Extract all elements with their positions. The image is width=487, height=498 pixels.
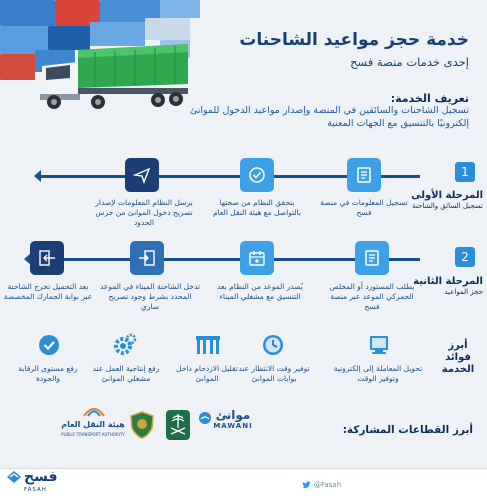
- page-title: خدمة حجز مواعيد الشاحنات: [239, 30, 469, 50]
- phase2-number-icon: 2: [455, 247, 475, 267]
- benefit-3-text: تقليل الازدحام داخل الموانئ: [176, 364, 238, 384]
- footer: [0, 468, 487, 498]
- twitter-handle-text: @Fasah: [314, 481, 342, 489]
- phase1-number-icon: 1: [455, 162, 475, 182]
- shield-icon: [128, 410, 156, 440]
- benefits-title: [436, 340, 480, 376]
- mawani-logo-en: MAWANI: [213, 422, 253, 430]
- pta-logo-ar: هيئة النقل العام: [61, 420, 125, 429]
- clock-icon: [258, 330, 288, 360]
- phase2-title: المرحلة الثانية: [413, 276, 483, 287]
- phase1-title: المرحلة الأولى: [411, 190, 483, 201]
- pta-emblem-icon: [82, 404, 106, 418]
- page-subtitle: إحدى خدمات منصة فسح: [350, 55, 469, 69]
- phase1-step1-icon: [347, 158, 381, 192]
- phase2-step1-icon: [355, 241, 389, 275]
- twitter-handle-link[interactable]: [302, 481, 341, 489]
- phase1-step2-icon: [240, 158, 274, 192]
- traffic-icon: [193, 330, 223, 360]
- phase2-step2-text: يُصدر الموعد من النظام بعد التنسيق مع مشغلي الميناء: [217, 282, 303, 302]
- paperless-icon: [364, 330, 394, 360]
- phase1-label: [411, 190, 483, 210]
- mawani-logo-ar: موانئ: [215, 408, 251, 422]
- saudi-emblem-logo: [164, 408, 192, 442]
- phase1-subtitle: تسجيل السائق والشاحنة: [412, 202, 483, 210]
- phase2-step2-icon: [240, 241, 274, 275]
- hero-illustration: [0, 0, 200, 122]
- phase1-step1-text: تسجيل المعلومات في منصة فسح: [320, 198, 408, 218]
- benefits-title-line1: أبرز: [448, 340, 468, 351]
- phase2-subtitle: حجز المواعيد: [444, 288, 483, 296]
- phase1-step2-text: يتحقق النظام من صحتها بالتواصل مع هيئة النقل العام: [213, 198, 301, 218]
- mawani-emblem-icon: [198, 411, 212, 425]
- sectors-title: أبرز القطاعات المشاركة:: [342, 424, 473, 436]
- phase2-step4-icon: [30, 241, 64, 275]
- phase2-step3-icon: [130, 241, 164, 275]
- gear-icon: [110, 330, 140, 360]
- phase1-arrow-icon: [34, 170, 41, 182]
- mawani-logo: [200, 408, 266, 448]
- border-guard-logo: [128, 410, 156, 440]
- fasah-brand-en: FASAH: [24, 487, 47, 493]
- fasah-logo-icon: [6, 470, 22, 484]
- benefit-1-text: تحويل المعاملة إلى إلكترونية وتوفير الوقت: [333, 364, 423, 384]
- phase1-step3-icon: [125, 158, 159, 192]
- benefit-4-text: رفع إنتاجية العمل عند مشغلي الموانئ: [92, 364, 160, 384]
- benefit-2-text: توفير وقت الانتظار عند بوابات الموانئ: [238, 364, 310, 384]
- fasah-brand-ar: فسح: [24, 469, 58, 485]
- benefits-title-line2: فوائد: [445, 352, 471, 363]
- pta-logo: [60, 404, 126, 444]
- definition-text: تسجيل الشاحنات والسائقين في المنصة وإصدار مواعيد الدخول للموانئ إلكترونيًا بالتنسيق مع الجهات المعنية: [189, 105, 469, 129]
- quality-badge-icon: [34, 330, 64, 360]
- phase2-step3-text: تدخل الشاحنة الميناء في الموعد المحدد بشرط وجود تصريح ساري: [99, 282, 200, 312]
- phase1-step3-text: يرسل النظام المعلومات لإصدار تصريح دخول الموانئ من حرس الحدود: [95, 198, 193, 228]
- benefit-5-text: رفع مستوى الرقابة والجودة: [18, 364, 78, 384]
- pta-logo-en: PUBLIC TRANSPORT AUTHORITY: [61, 432, 125, 437]
- phase2-label: [413, 276, 483, 296]
- phase2-step1-text: يطلب المستورد أو المخلص الجمركي الموعد عبر منصة فسح: [329, 282, 415, 312]
- palm-swords-icon: [164, 408, 192, 442]
- benefits-title-line3: الخدمة: [441, 364, 475, 375]
- phase2-step4-text: بعد التحميل تخرج الشاحنة عبر بوابة الجمارك المخصصة: [3, 282, 93, 302]
- definition-title: تعريف الخدمة:: [390, 92, 469, 105]
- twitter-icon: [302, 481, 311, 489]
